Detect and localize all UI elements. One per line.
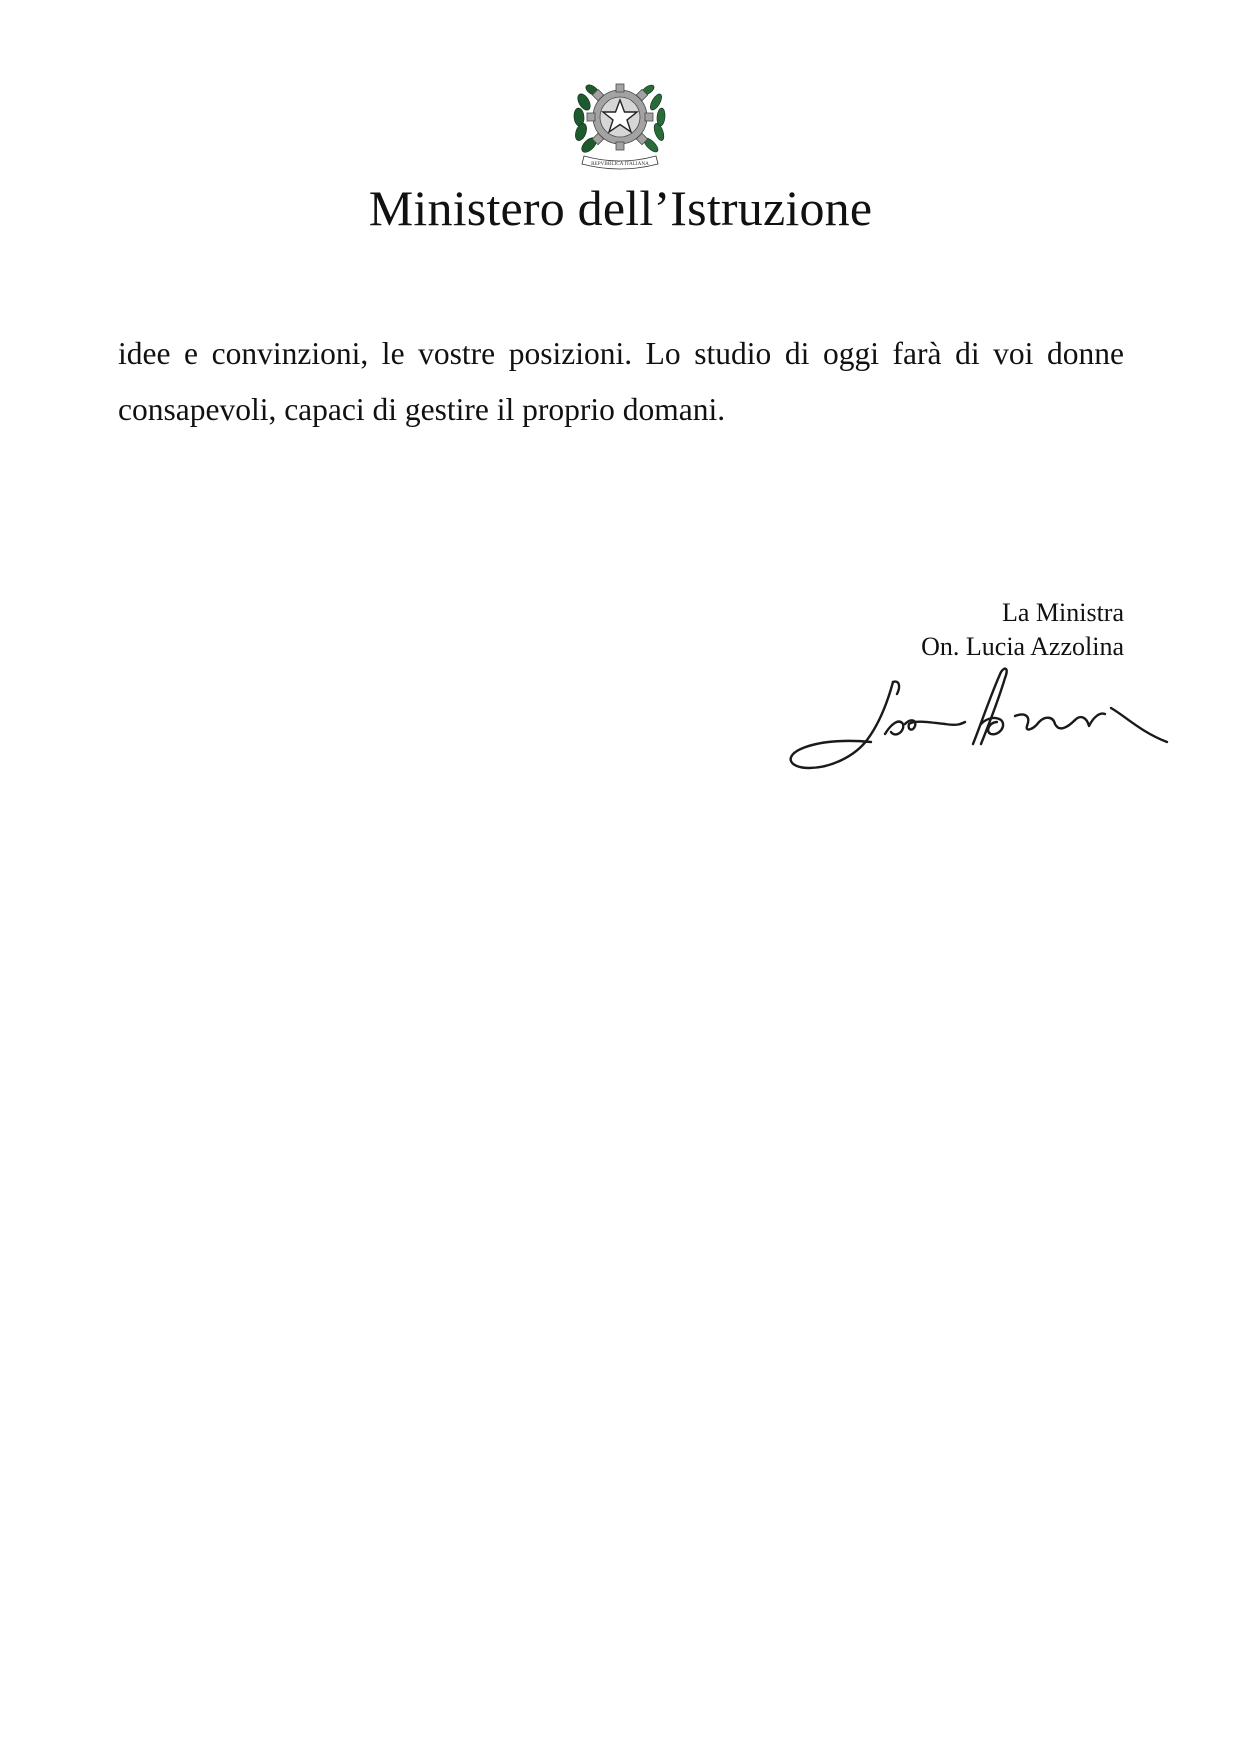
letter-body bbox=[118, 326, 1124, 438]
signatory-name: On. Lucia Azzolina bbox=[921, 632, 1124, 661]
body-paragraph: idee e convinzioni, le vostre posizioni. Lo studio di oggi farà di voi donne consapevoli, capaci di gestire il proprio domani. bbox=[118, 336, 1124, 427]
svg-text:REPVBBLICA ITALIANA: REPVBBLICA ITALIANA bbox=[591, 161, 649, 167]
handwritten-signature-icon bbox=[775, 664, 1170, 772]
ministry-title: Ministero dell’Istruzione bbox=[368, 180, 873, 236]
signatory-role: La Ministra bbox=[1001, 598, 1124, 627]
signature-block bbox=[921, 596, 1124, 664]
italian-republic-emblem-icon bbox=[570, 72, 670, 172]
